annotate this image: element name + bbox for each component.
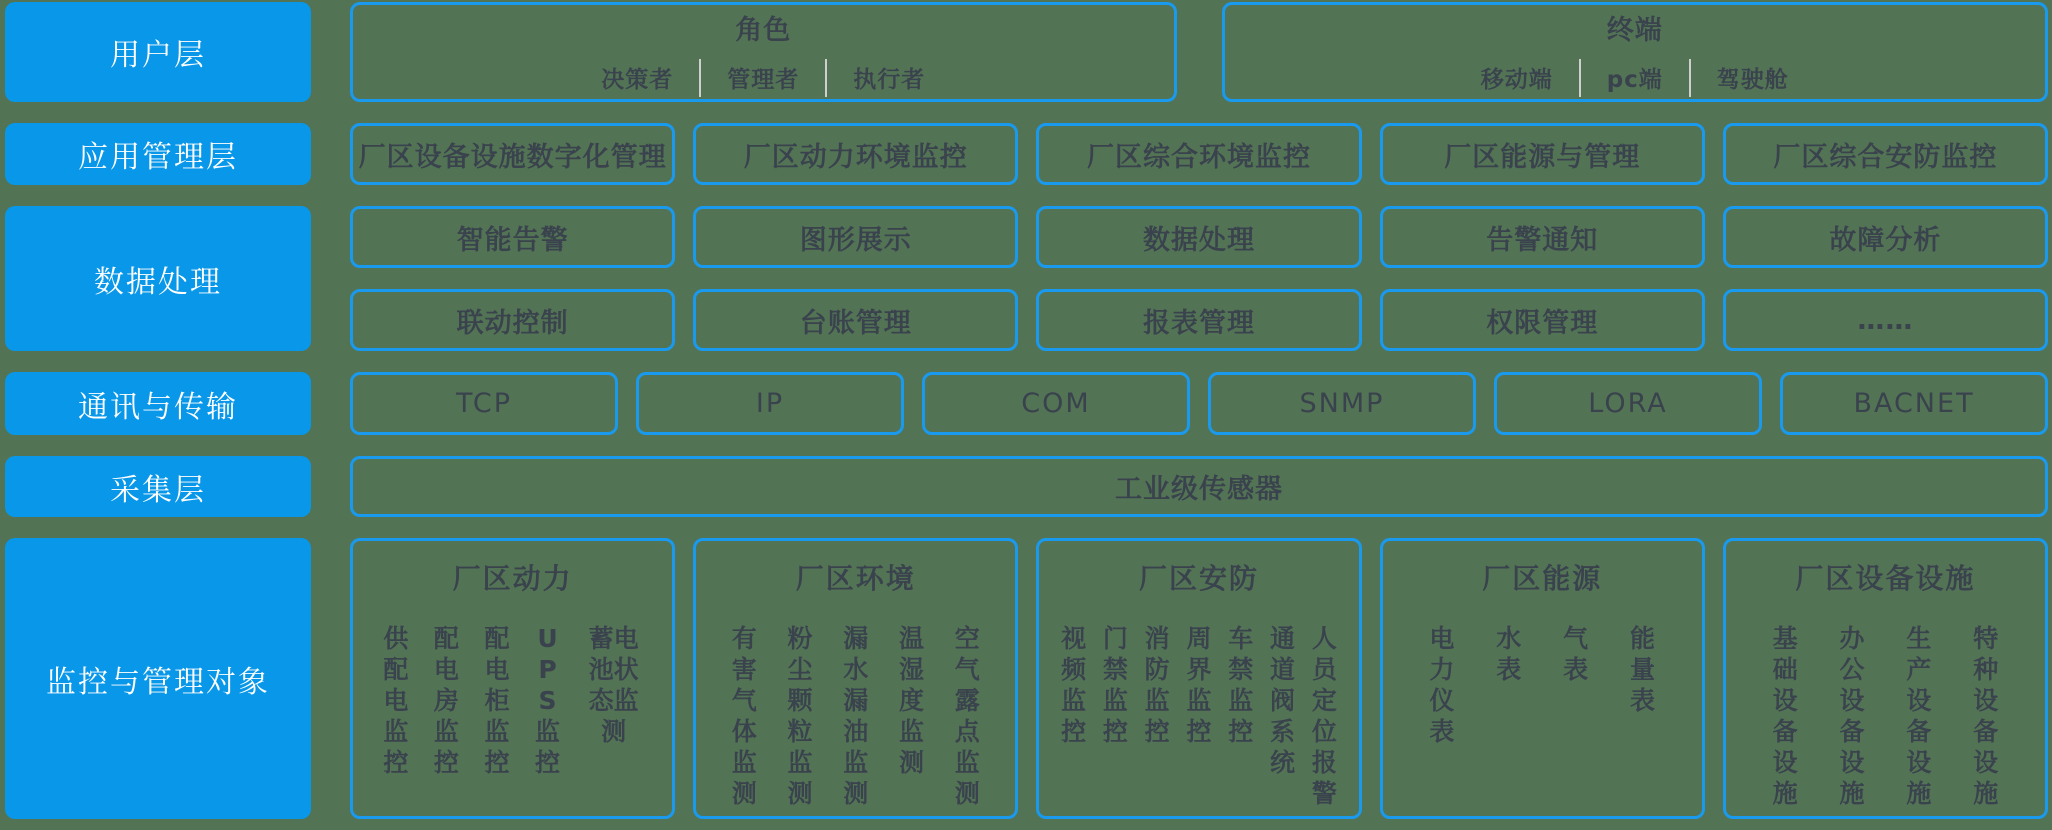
protocol-box-lora: LORA <box>1494 372 1762 435</box>
app-box-env-monitor: 厂区综合环境监控 <box>1036 123 1361 185</box>
group-title: 厂区能源 <box>1482 562 1603 595</box>
terminal-item: 移动端 <box>1480 67 1553 93</box>
vertical-item: 基础设备设施 <box>1772 624 1798 808</box>
group-title: 厂区环境 <box>795 562 916 595</box>
user-layer-row <box>350 2 2048 102</box>
app-box-facility-digital-mgmt: 厂区设备设施数字化管理 <box>350 123 675 185</box>
role-item: 管理者 <box>727 67 800 93</box>
terminals-title: 终端 <box>1606 14 1663 46</box>
group-box-power <box>350 538 675 819</box>
vertical-item: UPS监控 <box>534 624 560 777</box>
group-items <box>361 623 664 778</box>
vertical-item: 视频监控 <box>1061 624 1087 746</box>
vertical-item: 车禁监控 <box>1228 624 1254 746</box>
terminal-item: 驾驶舱 <box>1716 67 1789 93</box>
vertical-item: 门禁监控 <box>1102 624 1128 746</box>
module-box-report-mgmt: 报表管理 <box>1036 289 1361 351</box>
vertical-item: 配电柜监控 <box>484 624 510 777</box>
vertical-item: 漏水漏油监测 <box>843 624 869 808</box>
data-processing-row-1 <box>350 206 2048 268</box>
group-items <box>704 623 1007 809</box>
vertical-item: 空气露点监测 <box>954 624 980 808</box>
sidebar-item-data-processing: 数据处理 <box>5 206 311 351</box>
role-item: 决策者 <box>601 67 674 93</box>
roles-items <box>575 59 951 97</box>
protocol-box-ip: IP <box>636 372 904 435</box>
module-box-permission-mgmt: 权限管理 <box>1380 289 1705 351</box>
group-title: 厂区安防 <box>1139 562 1260 595</box>
vertical-item: 消防监控 <box>1144 624 1170 746</box>
app-box-security-monitor: 厂区综合安防监控 <box>1723 123 2048 185</box>
vertical-item: 办公设备设施 <box>1839 624 1865 808</box>
role-item: 执行者 <box>853 67 926 93</box>
vertical-item: 有害气体监测 <box>731 624 757 808</box>
app-box-energy-mgmt: 厂区能源与管理 <box>1380 123 1705 185</box>
vertical-item: 气表 <box>1563 624 1589 684</box>
group-box-energy <box>1380 538 1705 819</box>
monitored-objects-row <box>350 538 2048 819</box>
vertical-item: 配电房监控 <box>433 624 459 777</box>
vertical-item: 供配电监控 <box>383 624 409 777</box>
group-items <box>1734 623 2037 809</box>
module-box-alarm-notify: 告警通知 <box>1380 206 1705 268</box>
protocol-box-bacnet: BACNET <box>1780 372 2048 435</box>
group-title: 厂区设备设施 <box>1795 562 1976 595</box>
application-layer-row <box>350 123 2048 185</box>
sidebar-item-communication: 通讯与传输 <box>5 372 311 435</box>
module-box-data-processing: 数据处理 <box>1036 206 1361 268</box>
group-box-environment <box>693 538 1018 819</box>
module-box-linkage-control: 联动控制 <box>350 289 675 351</box>
module-box-fault-analysis: 故障分析 <box>1723 206 2048 268</box>
sensor-box: 工业级传感器 <box>350 456 2048 517</box>
sidebar-item-user-layer: 用户层 <box>5 2 311 102</box>
protocol-box-tcp: TCP <box>350 372 618 435</box>
module-box-smart-alarm: 智能告警 <box>350 206 675 268</box>
vertical-item: 能量表 <box>1630 624 1656 715</box>
app-box-power-env-monitor: 厂区动力环境监控 <box>693 123 1018 185</box>
group-box-equipment <box>1723 538 2048 819</box>
collection-row <box>350 456 2048 517</box>
protocol-box-snmp: SNMP <box>1208 372 1476 435</box>
sidebar-item-application-layer: 应用管理层 <box>5 123 311 185</box>
group-items <box>1391 623 1694 747</box>
data-processing-row-2 <box>350 289 2048 351</box>
vertical-item: 特种设备设施 <box>1973 624 1999 808</box>
box-terminals <box>1222 2 2049 102</box>
vertical-item: 粉尘颗粒监测 <box>787 624 813 808</box>
module-box-ellipsis: …… <box>1723 289 2048 351</box>
module-box-ledger-mgmt: 台账管理 <box>693 289 1018 351</box>
protocol-box-com: COM <box>922 372 1190 435</box>
vertical-item: 水表 <box>1496 624 1522 684</box>
terminal-item: pc端 <box>1606 67 1663 93</box>
terminal-items <box>1455 59 1815 97</box>
vertical-item: 生产设备设施 <box>1906 624 1932 808</box>
vertical-item: 温湿度监测 <box>899 624 925 777</box>
module-box-graphic-display: 图形展示 <box>693 206 1018 268</box>
sidebar-item-monitored-objects: 监控与管理对象 <box>5 538 311 819</box>
communication-row <box>350 372 2048 435</box>
box-roles <box>350 2 1177 102</box>
group-box-security <box>1036 538 1361 819</box>
vertical-item: 人员定位报警 <box>1311 624 1337 808</box>
group-items <box>1047 623 1350 809</box>
roles-title: 角色 <box>735 14 792 46</box>
group-title: 厂区动力 <box>452 562 573 595</box>
vertical-item: 周界监控 <box>1186 624 1212 746</box>
vertical-item: 蓄电池状态监测 <box>588 624 639 746</box>
vertical-item: 电力仪表 <box>1429 624 1455 746</box>
vertical-item: 通道阀系统 <box>1270 624 1296 777</box>
sidebar-item-collection-layer: 采集层 <box>5 456 311 517</box>
